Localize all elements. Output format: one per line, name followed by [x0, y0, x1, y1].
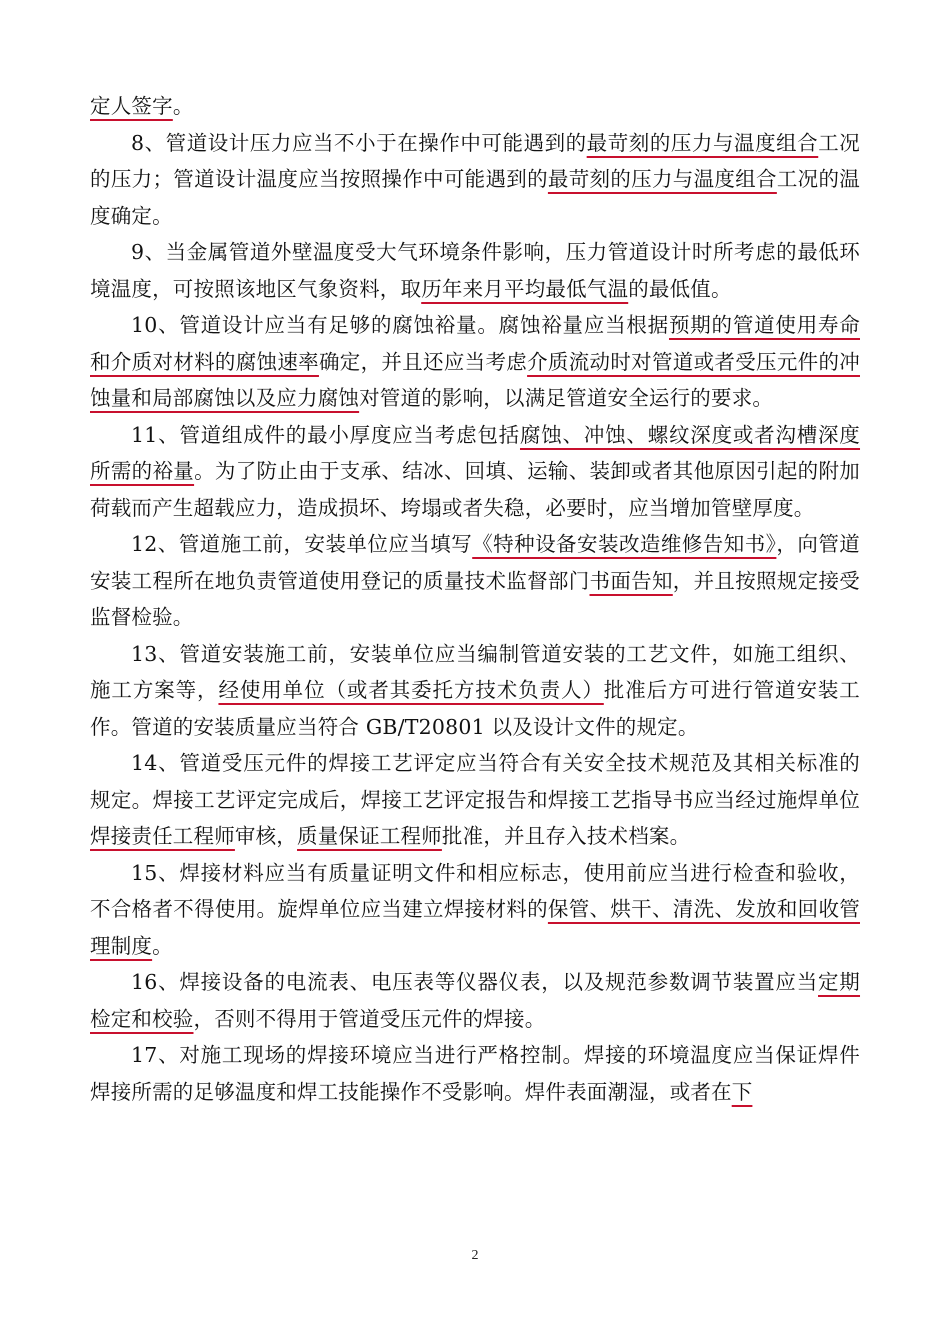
underlined-text: 定人签字	[90, 94, 173, 118]
paragraph	[90, 526, 860, 636]
underlined-text: 定期检定和校验	[90, 970, 861, 1031]
text-segment: ，否则不得用于管道受压元件的焊接。	[193, 1006, 546, 1031]
paragraph	[90, 234, 860, 307]
text-segment: 批准后方可进行管道安装工作。管道的安装质量应当符合 GB/T20801 以及设计文件的规定。	[90, 678, 860, 739]
text-segment: 工况的温度确定。	[90, 167, 860, 228]
text-segment: 14、管道受压元件的焊接工艺评定应当符合有关安全技术规范及其相关标准的规定。焊接工艺评定完成后，焊接工艺评定报告和焊接工艺指导书应当经过施焊单位	[90, 751, 860, 812]
paragraph	[90, 636, 860, 746]
paragraph	[90, 855, 860, 965]
text-segment: 批准，并且存入技术档案。	[441, 824, 691, 848]
text-segment: 。	[152, 933, 173, 958]
underlined-text: 腐蚀、冲蚀、螺纹深度或者沟槽深度所需的裕量	[90, 422, 861, 483]
text-segment: ，并且按照规定接受监督检验。	[90, 568, 860, 629]
text-segment: 10、管道设计应当有足够的腐蚀裕量。腐蚀裕量应当根据	[131, 313, 669, 337]
paragraph	[90, 88, 860, 125]
underlined-text: 最苛刻的压力与温度组合	[586, 130, 819, 155]
underlined-text: 质量保证工程师	[297, 824, 442, 848]
underlined-text: 保管、烘干、清洗、发放和回收管理制度	[90, 897, 860, 958]
text-segment: 确定，并且还应当考虑	[318, 349, 528, 374]
text-segment: 16、焊接设备的电流表、电压表等仪器仪表，以及规范参数调节装置应当	[131, 970, 819, 994]
text-segment: 11、管道组成件的最小厚度应当考虑包括	[131, 422, 520, 447]
text-segment: 17、对施工现场的焊接环境应当进行严格控制。焊接的环境温度应当保证焊件焊接所需的足够温度和焊工技能操作不受影响。焊件表面潮湿，或者在	[90, 1043, 860, 1104]
page-number: 2	[471, 1248, 479, 1263]
text-segment: 审核，	[234, 824, 298, 848]
text-segment: 的最低值。	[628, 276, 732, 301]
paragraph	[90, 964, 860, 1037]
text-segment: 8、管道设计压力应当不小于在操作中可能遇到的	[131, 130, 587, 155]
underlined-text: 历年来月平均最低气温	[421, 276, 629, 301]
underlined-text: 最苛刻的压力与温度组合	[547, 167, 777, 191]
underlined-text: 焊接责任工程师	[90, 824, 235, 848]
text-segment: 9、当金属管道外壁温度受大气环境条件影响，压力管道设计时所考虑的最低环境温度，可按照该地区气象资料，取	[90, 240, 860, 301]
text-segment: 。	[172, 94, 194, 118]
text-segment: 12、管道施工前，安装单位应当填写	[131, 532, 473, 556]
paragraph	[90, 417, 860, 527]
document-body	[90, 88, 860, 1110]
underlined-text: 预期的管道使用寿命和介质对材料的腐蚀速率	[90, 313, 860, 374]
text-segment: 。为了防止由于支承、结冰、回填、运输、装卸或者其他原因引起的附加荷载而产生超载应力，造成损坏、垮塌或者失稳，必要时，应当增加管壁厚度。	[90, 459, 861, 520]
underlined-text: 书面告知	[589, 568, 673, 593]
text-segment: 15、焊接材料应当有质量证明文件和相应标志，使用前应当进行检查和验收，不合格者不得使用。旋焊单位应当建立焊接材料的	[90, 860, 860, 921]
paragraph	[90, 745, 860, 855]
paragraph	[90, 125, 860, 235]
paragraph	[90, 307, 860, 417]
text-segment: 工况的压力；管道设计温度应当按照操作中可能遇到的	[90, 130, 860, 191]
paragraph	[90, 1037, 860, 1110]
text-segment: 对管道的影响，以满足管道安全运行的要求。	[359, 386, 774, 410]
text-segment: 13、管道安装施工前，安装单位应当编制管道安装的工艺文件，如施工组织、施工方案等，	[90, 641, 860, 702]
text-segment: ，向管道安装工程所在地负责管道使用登记的质量技术监督部门	[90, 532, 860, 593]
underlined-text: 经使用单位（或者其委托方技术负责人）	[218, 678, 604, 702]
underlined-text: 下	[731, 1079, 753, 1104]
underlined-text: 《特种设备安装改造维修告知书》	[472, 532, 777, 556]
underlined-text: 介质流动时对管道或者受压元件的冲蚀量和局部腐蚀以及应力腐蚀	[90, 349, 860, 410]
